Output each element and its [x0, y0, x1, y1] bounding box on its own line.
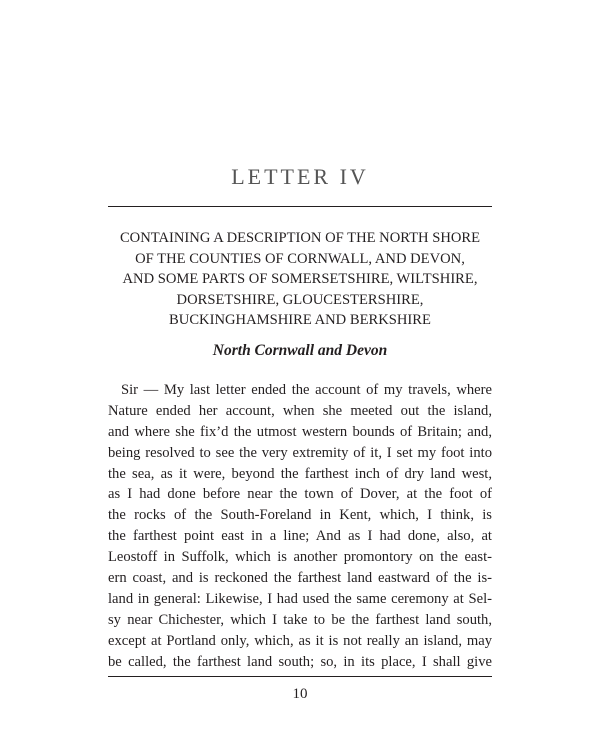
body-line: Sir — My last letter ended the account of my travels, where [121, 382, 492, 398]
page-number: 10 [292, 686, 308, 702]
chapter-summary [108, 228, 492, 331]
body-line: Nature ended her account, when she meeted out the island, [108, 402, 492, 419]
section-heading: North Cornwall and Devon [212, 342, 388, 359]
body-line: ern coast, and is reckoned the farthest land eastward of the is- [108, 570, 492, 587]
top-divider [108, 206, 492, 207]
chapter-title: LETTER IV [231, 164, 369, 189]
summary-line: BUCKINGHAMSHIRE AND BERKSHIRE [169, 312, 431, 328]
body-line: except at Portland only, which, as it is not really an island, may [108, 632, 492, 649]
bottom-divider [108, 676, 492, 677]
summary-line: OF THE COUNTIES OF CORNWALL, AND DEVON, [135, 250, 465, 267]
body-line: and where she fix’d the utmost western bounds of Britain; and, [108, 423, 492, 440]
summary-line: CONTAINING A DESCRIPTION OF THE NORTH SHORE [119, 230, 481, 246]
body-line: land in general: Likewise, I had used the same ceremony at Sel- [108, 590, 492, 607]
summary-line: AND SOME PARTS OF SOMERSETSHIRE, WILTSHIRE, [122, 271, 478, 287]
body-line: the farthest point east in a line; And as I had done, also, at [108, 528, 492, 545]
body-paragraph [108, 380, 492, 672]
body-line: the rocks of the South-Foreland in Kent, which, I think, is [108, 507, 492, 524]
summary-line: DORSETSHIRE, GLOUCESTERSHIRE, [176, 291, 424, 308]
body-line: sy near Chichester, which I take to be the farthest land south, [108, 611, 492, 628]
body-line: being resolved to see the very extremity of it, I set my foot into [108, 444, 492, 461]
body-line: Leostoff in Suffolk, which is another promontory on the east- [108, 549, 492, 566]
body-line: be called, the farthest land south; so, in its place, I shall give [108, 653, 492, 670]
body-line: the sea, as it were, beyond the farthest inch of dry land west, [108, 465, 492, 482]
body-line: as I had done before near the town of Dover, at the foot of [108, 486, 492, 503]
